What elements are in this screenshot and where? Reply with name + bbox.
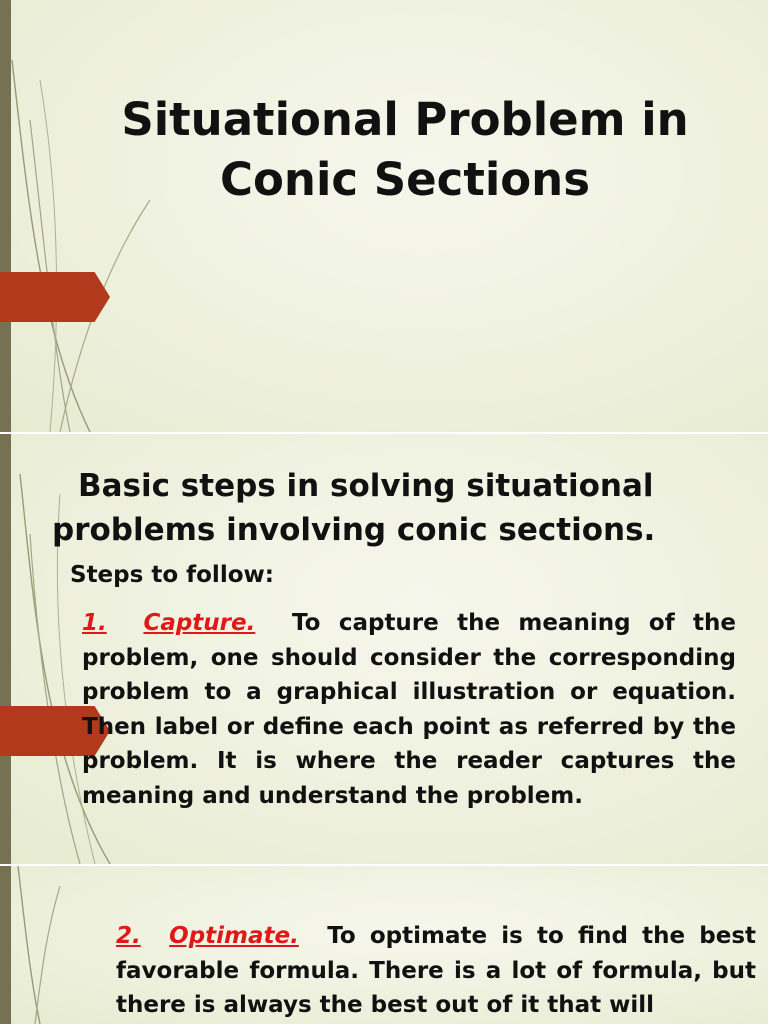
steps-slide xyxy=(0,434,768,864)
arrow-tab-shape xyxy=(0,272,110,322)
step-2-number: 2. xyxy=(116,923,141,949)
heading-line-2: problems involving conic sections. xyxy=(52,512,656,548)
title-slide xyxy=(0,0,768,432)
slide-title: Situational Problem in Conic Sections xyxy=(121,93,689,206)
step-1-paragraph xyxy=(82,606,736,813)
decorative-curves xyxy=(0,0,200,432)
section-heading xyxy=(52,464,752,552)
step-2-slide xyxy=(0,866,768,1024)
step-1-number: 1. xyxy=(82,610,107,636)
step-2-text: To optimate is to find the best favorable formula. There is a lot of formula, but there is always the best out of it that will xyxy=(116,923,757,1018)
heading-line-1: Basic steps in solving situational xyxy=(78,468,654,504)
step-2-paragraph xyxy=(116,919,756,1023)
steps-subheading: Steps to follow: xyxy=(70,562,274,588)
step-1-text: To capture the meaning of the problem, one should consider the corresponding problem to a graphical illustration or equation. Then label or define each point as referred by the problem. It is where the reader captures the meaning and understand the problem. xyxy=(82,610,737,809)
step-2-name: Optimate. xyxy=(169,923,299,949)
step-1-name: Capture. xyxy=(143,610,256,636)
